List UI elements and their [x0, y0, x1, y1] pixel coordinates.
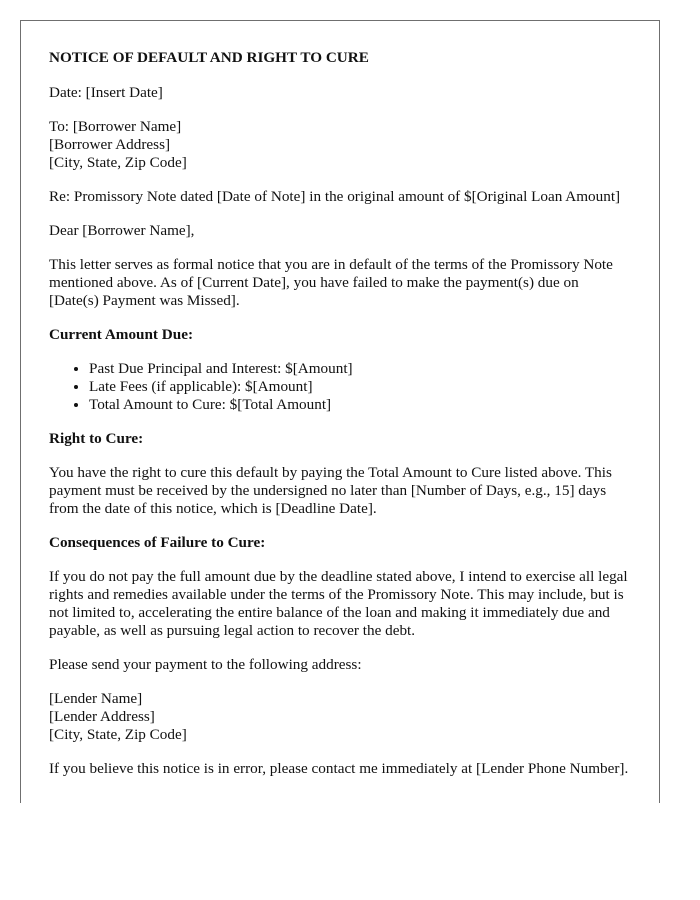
- payment-instruction: Please send your payment to the following address:: [49, 656, 362, 673]
- recipient-city-line: [City, State, Zip Code]: [49, 154, 187, 171]
- consequences-paragraph: If you do not pay the full amount due by the deadline stated above, I intend to exercise all legal rights and remedies available under the terms of the Promissory Note. This may include, but is not limited to, accelerating the entire balance of the loan and making it immediately due and payable, as well as pursuing legal action to recover the debt.: [49, 568, 628, 639]
- lender-address-line: [Lender Address]: [49, 708, 155, 725]
- list-item: • Past Due Principal and Interest: $[Amount]: [89, 360, 631, 378]
- re-line: Re: Promissory Note dated [Date of Note] in the original amount of $[Original Loan Amount]: [49, 188, 621, 205]
- letter-title: NOTICE OF DEFAULT AND RIGHT TO CURE: [49, 49, 369, 66]
- list-item: • Late Fees (if applicable): $[Amount]: [89, 378, 631, 396]
- right-to-cure-heading: Right to Cure:: [49, 430, 144, 447]
- right-to-cure-paragraph: You have the right to cure this default by paying the Total Amount to Cure listed above. This payment must be received by the undersigned no later than [Number of Days, e.g., 15] days from the date of this notice, which is [Deadline Date].: [49, 464, 612, 517]
- amount-due-list: [49, 360, 631, 414]
- lender-address: [49, 690, 631, 744]
- lender-name-line: [Lender Name]: [49, 690, 143, 707]
- list-item: • Total Amount to Cure: $[Total Amount]: [89, 396, 631, 414]
- salutation: Dear [Borrower Name],: [49, 222, 195, 239]
- recipient-name-line: To: [Borrower Name]: [49, 118, 182, 135]
- lender-city-line: [City, State, Zip Code]: [49, 726, 187, 743]
- letter-page: [20, 20, 660, 803]
- date-line: Date: [Insert Date]: [49, 84, 163, 101]
- amount-due-heading: Current Amount Due:: [49, 326, 193, 343]
- letter-content[interactable]: [21, 21, 659, 778]
- closing-paragraph: If you believe this notice is in error, please contact me immediately at [Lender Phone Number].: [49, 760, 629, 777]
- recipient-address-line: [Borrower Address]: [49, 136, 171, 153]
- recipient-address: [49, 118, 631, 172]
- consequences-heading: Consequences of Failure to Cure:: [49, 534, 266, 551]
- intro-paragraph: This letter serves as formal notice that you are in default of the terms of the Promissory Note mentioned above. As of [Current Date], you have failed to make the payment(s) due on [Date(s) Payment was Missed].: [49, 256, 613, 309]
